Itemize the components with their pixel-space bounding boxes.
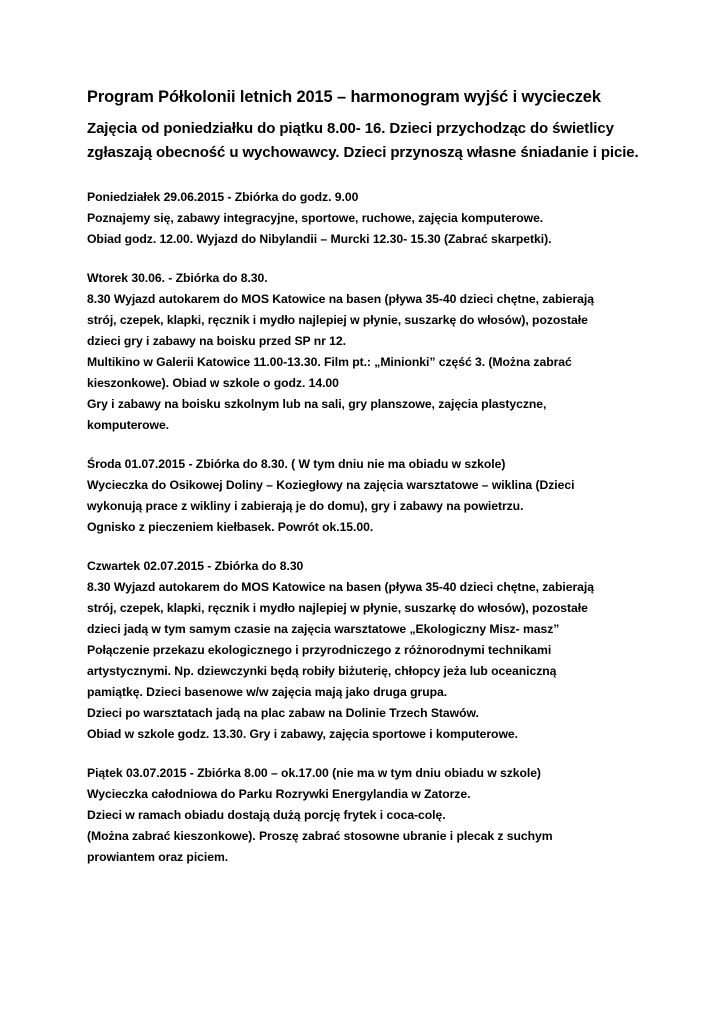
day-heading: Poniedziałek 29.06.2015 - Zbiórka do godz. 9.00 bbox=[87, 190, 359, 204]
day-text-line: Ognisko z pieczeniem kiełbasek. Powrót ok.15.00. bbox=[87, 520, 374, 534]
day-section-thursday bbox=[87, 556, 697, 745]
day-text-line: Gry i zabawy na boisku szkolnym lub na sali, gry planszowe, zajęcia plastyczne, bbox=[87, 397, 547, 411]
day-text-line: strój, czepek, klapki, ręcznik i mydło najlepiej w płynie, suszarkę do włosów), pozostałe bbox=[87, 313, 588, 327]
day-section-friday bbox=[87, 763, 697, 868]
day-text-line: Poznajemy się, zabawy integracyjne, sportowe, ruchowe, zajęcia komputerowe. bbox=[87, 211, 544, 225]
document-title: Program Półkolonii letnich 2015 – harmonogram wyjść i wycieczek bbox=[87, 88, 601, 106]
day-section-monday bbox=[87, 187, 697, 250]
day-heading: Środa 01.07.2015 - Zbiórka do 8.30. ( W tym dniu nie ma obiadu w szkole) bbox=[87, 457, 506, 471]
day-text-line: komputerowe. bbox=[87, 418, 170, 432]
day-text-line: (Można zabrać kieszonkowe). Proszę zabrać stosowne ubranie i plecak z suchym bbox=[87, 829, 553, 843]
day-text-line: dzieci gry i zabawy na boisku przed SP nr 12. bbox=[87, 334, 346, 348]
day-text-line: Obiad w szkole godz. 13.30. Gry i zabawy, zajęcia sportowe i komputerowe. bbox=[87, 727, 518, 741]
day-heading: Piątek 03.07.2015 - Zbiórka 8.00 – ok.17.00 (nie ma w tym dniu obiadu w szkole) bbox=[87, 766, 541, 780]
day-text-line: prowiantem oraz piciem. bbox=[87, 850, 229, 864]
day-text-line: Połączenie przekazu ekologicznego i przyrodniczego z różnorodnymi technikami bbox=[87, 643, 552, 657]
intro-line: zgłaszają obecność u wychowawcy. Dzieci przynoszą własne śniadanie i picie. bbox=[87, 144, 639, 161]
day-text-line: 8.30 Wyjazd autokarem do MOS Katowice na basen (pływa 35-40 dzieci chętne, zabierają bbox=[87, 580, 594, 594]
day-text-line: wykonują prace z wikliny i zabierają je do domu), gry i zabawy na powietrzu. bbox=[87, 499, 524, 513]
day-section-tuesday bbox=[87, 268, 697, 436]
day-text-line: Multikino w Galerii Katowice 11.00-13.30. Film pt.: „Minionki” część 3. (Można zabrać bbox=[87, 355, 572, 369]
day-heading: Czwartek 02.07.2015 - Zbiórka do 8.30 bbox=[87, 559, 304, 573]
day-text-line: Wycieczka całodniowa do Parku Rozrywki Energylandia w Zatorze. bbox=[87, 787, 471, 801]
day-text-line: strój, czepek, klapki, ręcznik i mydło najlepiej w płynie, suszarkę do włosów), pozostałe bbox=[87, 601, 588, 615]
day-text-line: artystycznymi. Np. dziewczynki będą robiły biżuterię, chłopcy jeża lub oceaniczną bbox=[87, 664, 557, 678]
intro-line: Zajęcia od poniedziałku do piątku 8.00- 16. Dzieci przychodząc do świetlicy bbox=[87, 120, 614, 137]
day-text-line: Obiad godz. 12.00. Wyjazd do Nibylandii – Murcki 12.30- 15.30 (Zabrać skarpetki). bbox=[87, 232, 552, 246]
day-section-wednesday bbox=[87, 454, 697, 538]
day-text-line: Dzieci po warsztatach jadą na plac zabaw na Dolinie Trzech Stawów. bbox=[87, 706, 479, 720]
day-text-line: dzieci jadą w tym samym czasie na zajęcia warsztatowe „Ekologiczny Misz- masz” bbox=[87, 622, 560, 636]
day-text-line: 8.30 Wyjazd autokarem do MOS Katowice na basen (pływa 35-40 dzieci chętne, zabierają bbox=[87, 292, 594, 306]
day-text-line: kieszonkowe). Obiad w szkole o godz. 14.00 bbox=[87, 376, 339, 390]
day-text-line: pamiątkę. Dzieci basenowe w/w zajęcia mają jako druga grupa. bbox=[87, 685, 448, 699]
day-text-line: Dzieci w ramach obiadu dostają dużą porcję frytek i coca-colę. bbox=[87, 808, 446, 822]
day-text-line: Wycieczka do Osikowej Doliny – Koziegłowy na zajęcia warsztatowe – wiklina (Dzieci bbox=[87, 478, 575, 492]
intro-paragraph bbox=[87, 117, 697, 165]
document-body bbox=[87, 86, 697, 886]
day-heading: Wtorek 30.06. - Zbiórka do 8.30. bbox=[87, 271, 268, 285]
